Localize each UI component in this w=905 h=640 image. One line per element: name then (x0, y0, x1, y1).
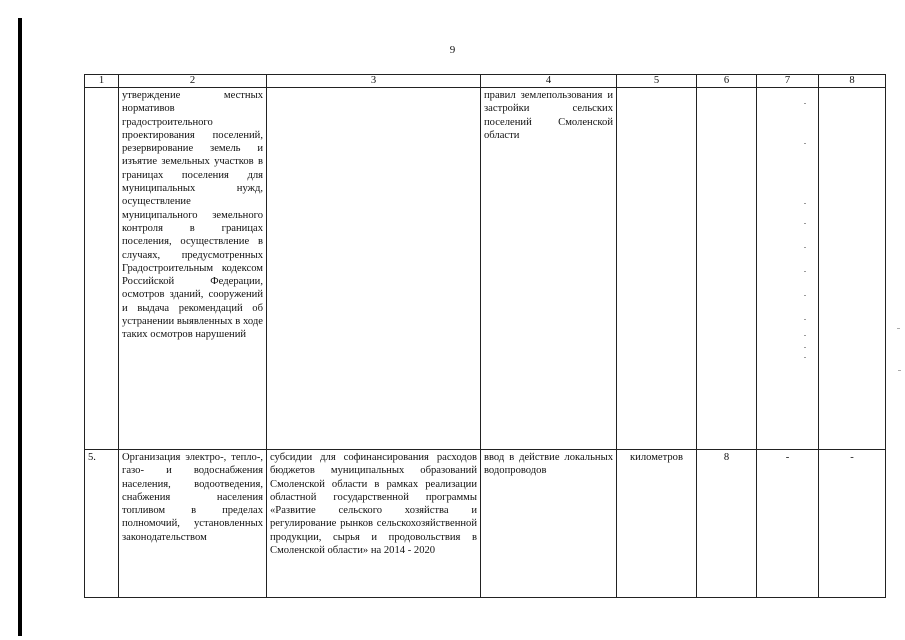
table-cell-value: - (757, 450, 819, 598)
column-header: 2 (119, 75, 267, 88)
table-cell-function: утверждение местных нормативов градостроительного проектирования поселений, резервирование земель и изъятие земельных участков в границах поселения для муниципальных нужд, осуществление муниципального земельного контроля в границах поселения, осуществление в случаях, предусмотренных Градостроительным кодексом Российской Федерации, осмотров зданий, сооружений и выдача рекомендаций об устранении выявленных в ходе таких осмотров нарушений (119, 88, 267, 450)
table-cell-source (267, 88, 481, 450)
column-header: 4 (481, 75, 617, 88)
table-cell-number: 5. (85, 450, 119, 598)
table-cell-value: - (819, 450, 886, 598)
table-cell-value (697, 88, 757, 450)
table-cell-source: субсидии для софинансирования расходов бюджетов муниципальных образований Смоленской области в рамках реализации областной государственной программы «Развитие сельского хозяйства и регулирование рынков сельскохозяйственной продукции, сырья и продовольствия в Смоленской области» на 2014 - 2020 (267, 450, 481, 598)
table-cell-value (819, 88, 886, 450)
table-cell-function: Организация электро-, тепло-, газо- и водоснабжения населения, водоотведения, снабжения населения топливом в пределах полномочий, установленных законодательством (119, 450, 267, 598)
scan-noise-mark (898, 370, 901, 371)
table-cell-unit: километров (617, 450, 697, 598)
scan-noise-mark (897, 328, 900, 329)
table-cell-indicator: правил землепользования и застройки сельских поселений Смоленской области (481, 88, 617, 450)
column-header: 1 (85, 75, 119, 88)
table-cell-value: 8 (697, 450, 757, 598)
table-header-row (85, 75, 886, 88)
scan-edge-bar (18, 18, 22, 636)
plan-table (84, 74, 886, 598)
table-cell-unit (617, 88, 697, 450)
column-header: 7 (757, 75, 819, 88)
column-header: 5 (617, 75, 697, 88)
column-header: 6 (697, 75, 757, 88)
table-row (85, 450, 886, 598)
table-cell-indicator: ввод в действие локальных водопроводов (481, 450, 617, 598)
column-header: 8 (819, 75, 886, 88)
table-cell-number (85, 88, 119, 450)
page-number: 9 (449, 44, 456, 56)
table-cell-value (757, 88, 819, 450)
column-header: 3 (267, 75, 481, 88)
table-row (85, 88, 886, 450)
